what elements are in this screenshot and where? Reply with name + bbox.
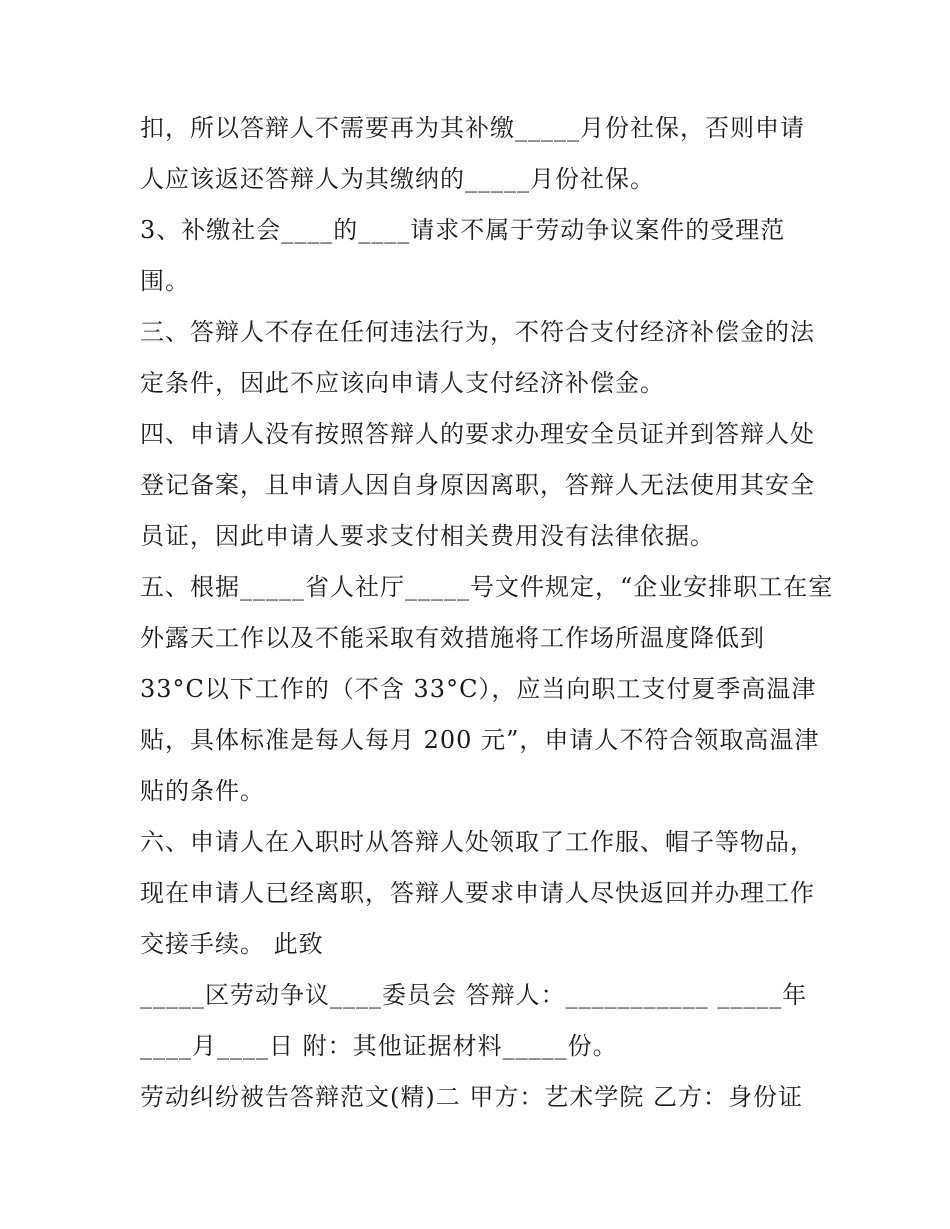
text-line: 登记备案，且申请人因自身原因离职，答辩人无法使用其安全 <box>140 471 815 499</box>
text-line: 现在申请人已经离职，答辩人要求申请人尽快返回并办理工作 <box>140 879 815 907</box>
text-line: 3、补缴社会____的____请求不属于劳动争议案件的受理范 <box>140 216 786 244</box>
document-body <box>140 108 834 1128</box>
text-line: 定条件，因此不应该向申请人支付经济补偿金。 <box>140 369 665 397</box>
text-line: 贴，具体标准是每人每月 200 元”，申请人不符合领取高温津 <box>140 726 820 754</box>
text-line: 四、申请人没有按照答辩人的要求办理安全员证并到答辩人处 <box>140 420 815 448</box>
text-line: 员证，因此申请人要求支付相关费用没有法律依据。 <box>140 522 715 550</box>
text-line: 扣，所以答辩人不需要再为其补缴_____月份社保，否则申请 <box>140 114 805 142</box>
text-line: 三、答辩人不存在任何违法行为，不符合支付经济补偿金的法 <box>140 318 815 346</box>
text-line: 围。 <box>140 267 190 295</box>
text-line: 六、申请人在入职时从答辩人处领取了工作服、帽子等物品， <box>140 828 815 856</box>
text-line: 贴的条件。 <box>140 777 265 805</box>
text-line: _____区劳动争议____委员会 答辩人：___________ _____年 <box>140 981 808 1009</box>
text-line: 33°C以下工作的（不含 33°C），应当向职工支付夏季高温津 <box>140 675 817 703</box>
text-line: 人应该返还答辩人为其缴纳的_____月份社保。 <box>140 165 655 193</box>
text-line: 交接手续。 此致 <box>140 930 324 958</box>
text-line: 劳动纠纷被告答辩范文(精)二 甲方：艺术学院 乙方：身份证 <box>140 1083 803 1111</box>
text-line: ____月____日 附：其他证据材料_____份。 <box>140 1032 618 1060</box>
text-line: 外露天工作以及不能采取有效措施将工作场所温度降低到 <box>140 624 765 652</box>
text-line: 五、根据_____省人社厅_____号文件规定，“企业安排职工在室 <box>140 573 834 601</box>
